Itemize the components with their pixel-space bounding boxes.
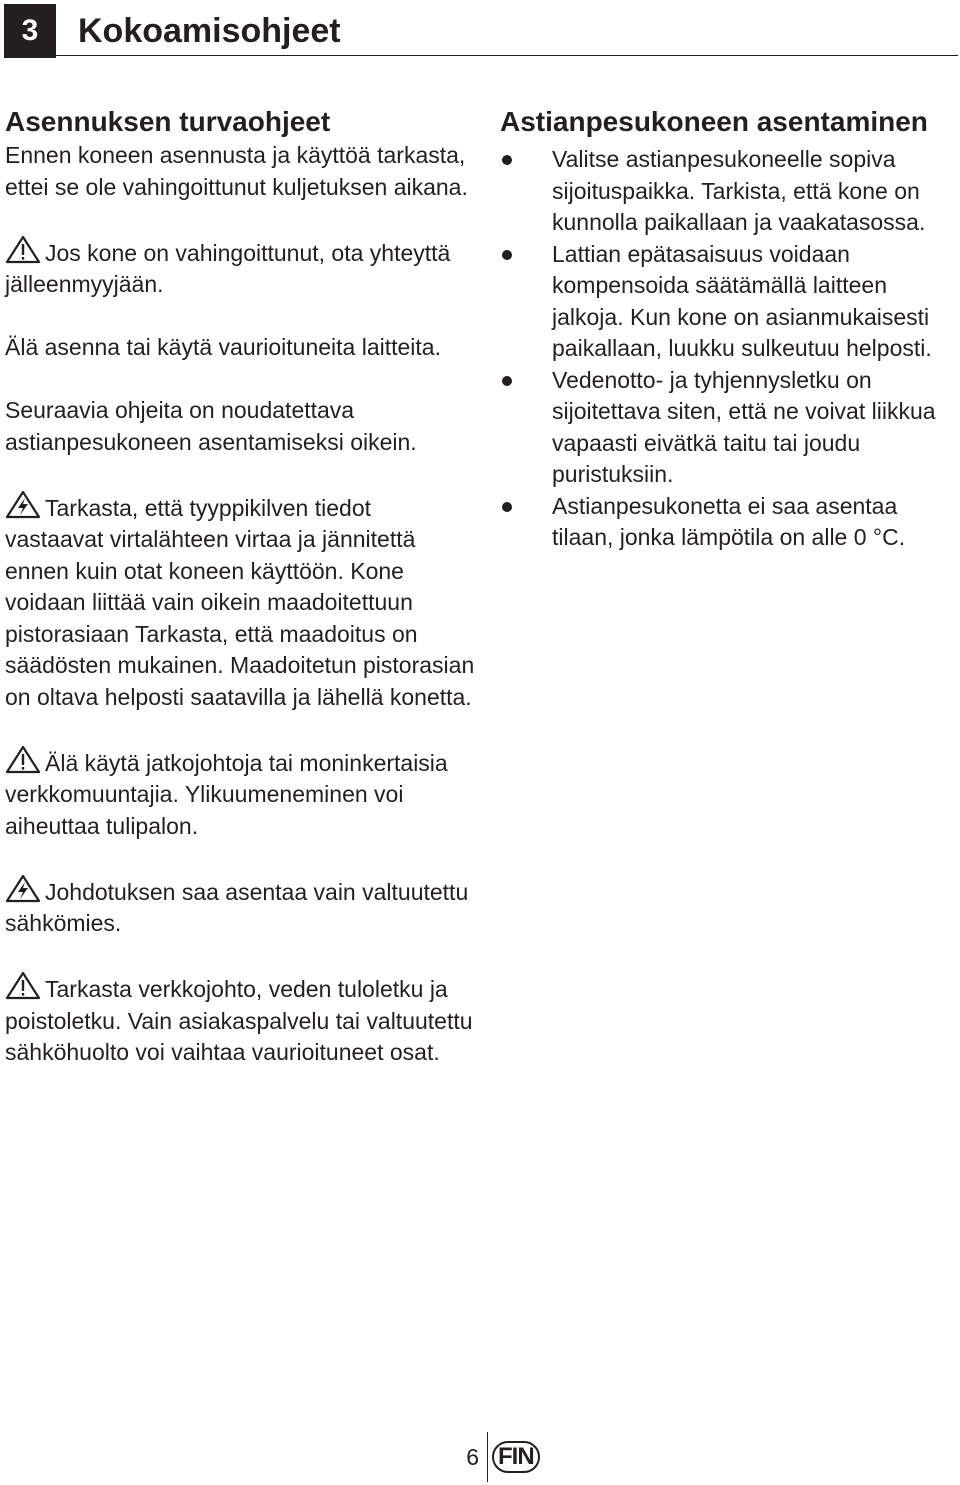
header-divider (56, 55, 958, 56)
bullet-icon (502, 250, 512, 260)
warning-electrician-paragraph (5, 874, 475, 940)
warning-cords-text: Tarkasta verkkojohto, veden tuloletku ja poistoletku. Vain asiakaspalvelu tai valtuutettu sähköhuolto voi vaihtaa vaurioituneet osat. (5, 976, 473, 1065)
section-heading-installation: Astianpesukoneen asentaminen (500, 106, 928, 137)
warning-triangle-icon (5, 235, 41, 264)
section-heading-safety: Asennuksen turvaohjeet (5, 106, 331, 137)
list-item-text: Vedenotto- ja tyhjennysletku on sijoitettava siten, että ne voivat liikkua vapaasti eivätkä taitu tai joudu puristuksiin. (552, 366, 936, 487)
list-item-text: Lattian epätasaisuus voidaan kompensoida säätämällä laitteen jalkoja. Kun kone on asianmukaisesti paikallaan, luukku sulkeutuu helposti. (552, 240, 932, 361)
warning-damaged-paragraph (5, 235, 475, 301)
page-number: 6 (466, 1443, 479, 1470)
left-column (5, 104, 475, 1069)
intro-paragraph: Ennen koneen asennusta ja käyttöä tarkasta, ettei se ole vahingoittunut kuljetuksen aikana. (5, 142, 468, 200)
bullet-icon (502, 502, 512, 512)
warning-triangle-icon (5, 745, 41, 774)
warning-cords-paragraph (5, 971, 475, 1069)
bullet-icon (502, 155, 512, 165)
list-item-text: Astianpesukonetta ei saa asentaa tilaan, jonka lämpötila on alle 0 °C. (552, 492, 906, 550)
chapter-number-label: 3 (21, 14, 39, 47)
list-item (500, 239, 958, 365)
do-not-install-paragraph: Älä asenna tai käytä vaurioituneita laitteita. (5, 334, 441, 360)
follow-instructions-paragraph: Seuraavia ohjeita on noudatettava astianpesukoneen asentamiseksi oikein. (5, 397, 417, 455)
warning-rating-paragraph (5, 490, 475, 714)
electric-hazard-icon (5, 874, 41, 903)
page-footer (455, 1432, 540, 1482)
installation-list (500, 144, 958, 554)
electric-hazard-icon (5, 490, 41, 519)
list-item (500, 491, 958, 554)
right-column (500, 104, 958, 554)
warning-triangle-icon (5, 971, 41, 1000)
list-item (500, 365, 958, 491)
warning-rating-text: Tarkasta, että tyyppikilven tiedot vastaavat virtalähteen virtaa ja jännitettä ennen kuin otat koneen käyttöön. Kone voidaan liittää vain oikein maadoitettuun pistorasiaan Tarkasta, että maadoitus on säädösten mukainen. Maadoitetun pistorasian on oltava helposti saatavilla ja lähellä konetta. (5, 494, 475, 710)
footer-divider (487, 1432, 488, 1482)
language-badge: FIN (492, 1441, 540, 1473)
warning-extension-paragraph (5, 745, 475, 843)
list-item (500, 144, 958, 239)
list-item-text: Valitse astianpesukoneelle sopiva sijoituspaikka. Tarkista, että kone on kunnolla paikallaan ja vaakatasossa. (552, 146, 926, 235)
warning-extension-text: Älä käytä jatkojohtoja tai moninkertaisia verkkomuuntajia. Ylikuumeneminen voi aiheuttaa tulipalon. (5, 749, 448, 839)
bullet-icon (502, 376, 512, 386)
page-title: Kokoamisohjeet (78, 12, 341, 50)
warning-electrician-text: Johdotuksen saa asentaa vain valtuutettu sähkömies. (5, 878, 469, 936)
chapter-number (4, 4, 56, 58)
warning-damaged-text: Jos kone on vahingoittunut, ota yhteyttä jälleenmyyjään. (5, 239, 451, 297)
